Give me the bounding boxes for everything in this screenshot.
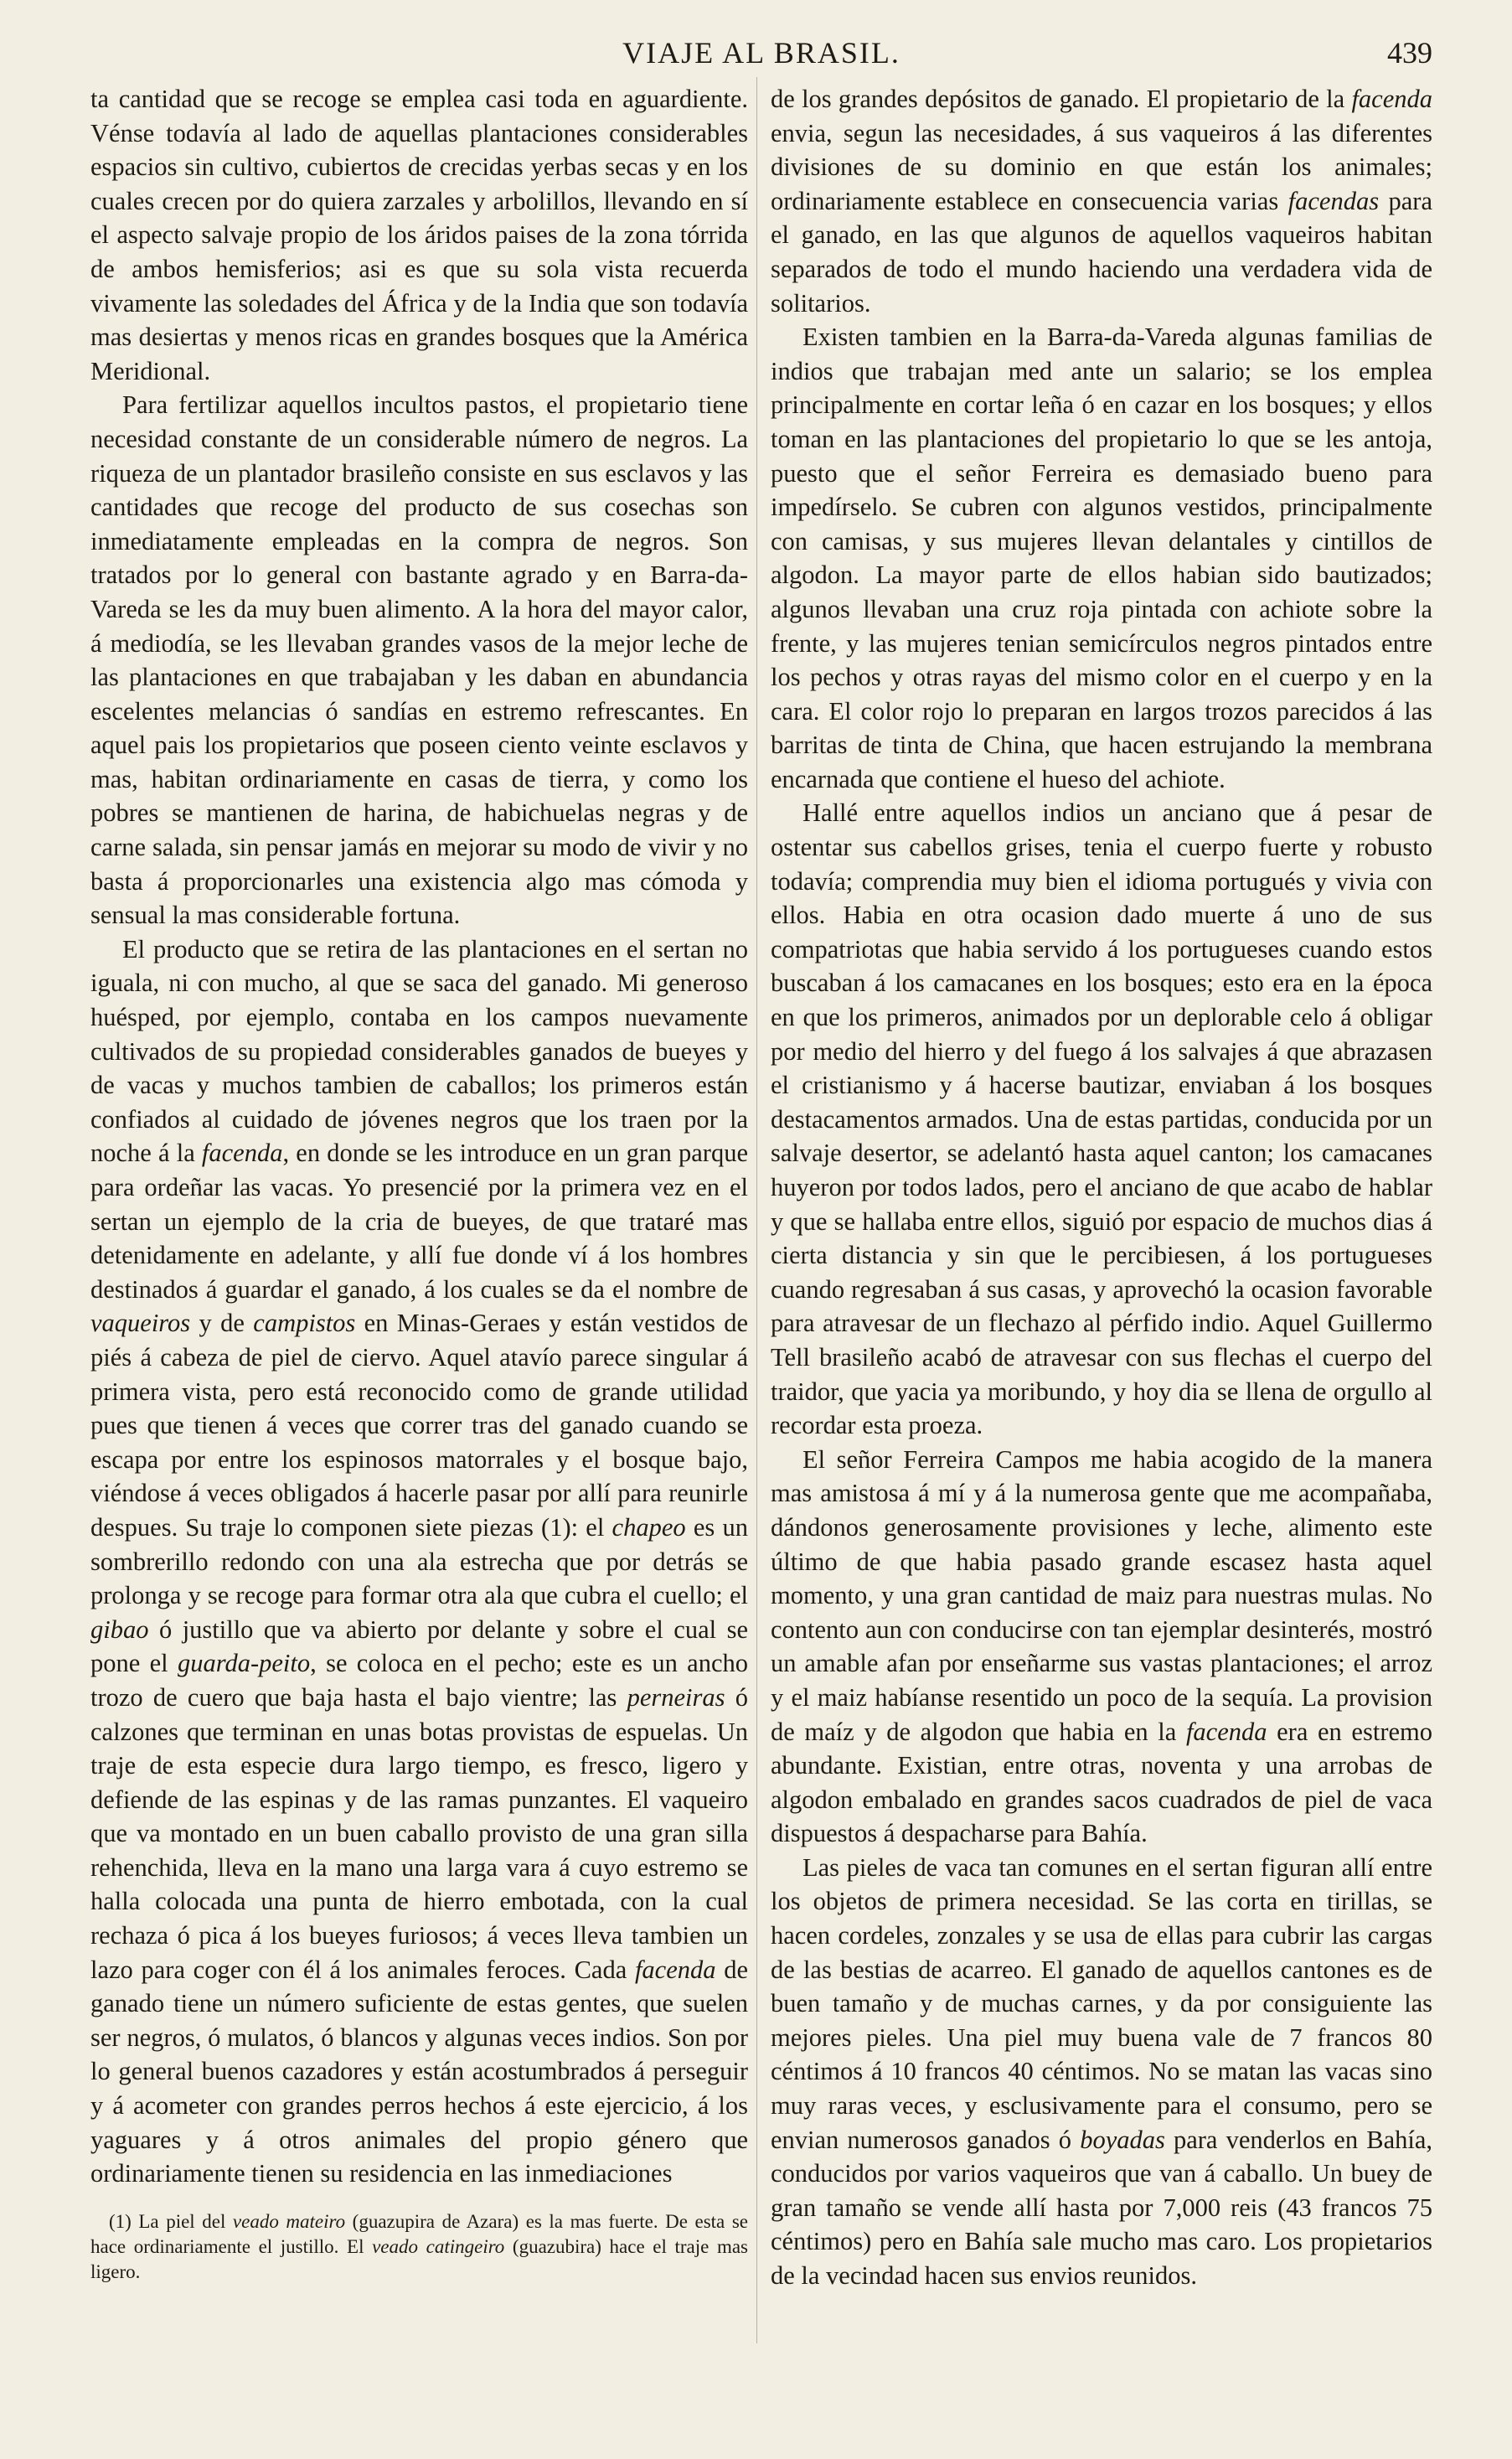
text-run: ó justillo que va abierto por delante y sobre el cual se pone el [90, 1614, 748, 1678]
italic-term: boyadas [1080, 2125, 1165, 2154]
text-run: para venderlos en Bahía, conducidos por varios vaqueiros que van á caballo. Un buey de gran tamaño se vende allí hasta por 7,000 reis (43 francos 75 céntimos) pero en Bahía sale mucho mas caro. Los propietarios de la vecindad hacen sus envios reunidos. [771, 2125, 1432, 2290]
italic-term: chapeo [612, 1512, 686, 1542]
paragraph [771, 1443, 1432, 1851]
text-run: Para fertilizar aquellos incultos pastos, el propietario tiene necesidad constante de un considerable número de negros. La riqueza de un plantador brasileño consiste en sus esclavos y las cantidades que recoge del producto de sus cosechas son inmediatamente empleadas en la compra de negros. Son tratados por lo general con bastante agrado y en Barra-da-Vareda se les da muy buen alimento. A la hora del mayor calor, á mediodía, se les llevaban grandes vasos de la mejor leche de las plantaciones en que trabajaban y les daban en abundancia escelentes melancias ó sandías en estremo refrescantes. En aquel pais los propietarios que poseen ciento veinte esclavos y mas, habitan ordinariamente en casas de tierra, y como los pobres se mantienen de harina, de habichuelas negras y de carne salada, sin pensar jamás en mejorar su modo de vivir y no basta á proporcionarles una existencia algo mas cómoda y sensual la mas considerable fortuna. [90, 390, 748, 930]
text-run: es un sombrerillo redondo con una ala estrecha que por detrás se prolonga y se recoge para formar otra ala que cubra el cuello; el [90, 1512, 748, 1610]
italic-term: gibao [90, 1614, 149, 1644]
paragraph [90, 388, 748, 932]
text-run: en Minas-Geraes y están vestidos de piés á cabeza de piel de ciervo. Aquel atavío parece singular á primera vista, pero está reconocido como de grande utilidad pues que tienen á veces que correr tras del ganado cuando se escapa por entre los espinosos matorrales y el bosque bajo, viéndose á veces obligados á hacerle pasar por allí para reunirle despues. Su traje lo componen siete piezas (1): el [90, 1309, 748, 1542]
text-run: era en estremo abundante. Existian, entre otras, noventa y una arrobas de algodon embalado en grandes sacos cuadrados de piel de vaca dispuestos á despacharse para Bahía. [771, 1717, 1432, 1848]
text-run: de los grandes depósitos de ganado. El propietario de la [771, 85, 1352, 113]
paragraph [90, 932, 748, 2191]
italic-term: guarda-peito [177, 1649, 311, 1678]
text-run: (1) La piel del [109, 2210, 233, 2232]
text-run: , se coloca en el pecho; este es un ancho trozo de cuero que baja hasta el bajo vientre; las [90, 1649, 748, 1712]
text-run: (guazubira) hace el traje mas ligero. [90, 2235, 748, 2282]
text-run: El producto que se retira de las plantaciones en el sertan no iguala, ni con mucho, al que se saca del ganado. Mi generoso huésped, por ejemplo, contaba en los campos nuevamente cultivados de su propiedad considerables ganados de bueyes y de vacas y muchos tambien de caballos; los primeros están confiados al cuidado de jóvenes negros que los traen por la noche á la [90, 934, 748, 1168]
italic-term: vaqueiros [90, 1309, 191, 1338]
italic-term: facenda [1351, 85, 1432, 113]
running-head: VIAJE AL BRASIL. [622, 36, 900, 70]
italic-term: facenda [634, 1955, 716, 1984]
paragraph [771, 796, 1432, 1442]
left-column [90, 82, 748, 2285]
paragraph [771, 82, 1432, 320]
paragraph [771, 320, 1432, 796]
column-divider [756, 77, 757, 2343]
paragraph [771, 1851, 1432, 2293]
footnote [90, 2209, 748, 2285]
text-run: , en donde se les introduce en un gran parque para ordeñar las vacas. Yo presencié por la primera vez en el sertan un ejemplo de la cria de bueyes, de que trataré mas detenidamente en adelante, y allí fue donde ví á los hombres destinados á guardar el ganado, á los cuales se da el nombre de [90, 1139, 748, 1304]
text-run: ta cantidad que se recoge se emplea casi toda en aguardiente. Vénse todavía al lado de aquellas plantaciones considerables espacios sin cultivo, cubiertos de crecidas yerbas secas y en los cuales crecen por do quiera zarzales y arbolillos, llevando en sí el aspecto salvaje propio de los áridos paises de la zona tórrida de ambos hemisferios; asi es que su sola vista recuerda vivamente las soledades del África y de la India que son todavía mas desiertas y menos ricas en grandes bosques que la América Meridional. [90, 85, 748, 385]
text-run: Hallé entre aquellos indios un anciano que á pesar de ostentar sus cabellos grises, tenia el cuerpo fuerte y robusto todavía; comprendia muy bien el idioma portugués y vivia con ellos. Habia en otra ocasion dado muerte á uno de sus compatriotas que habia servido á los portugueses cuando estos buscaban á los camacanes en los bosques; esto era en la época en que los primeros, animados por un deplorable celo á obligar por medio del hierro y del fuego á los salvajes á que abrazasen el cristianismo y á hacerse bautizar, enviaban á los bosques destacamentos armados. Una de estas partidas, conducida por un salvaje desertor, se adelantó hasta aquel canton; los camacanes huyeron por todos lados, pero el anciano de que acabo de hablar y que se hallaba entre ellos, siguió por espacio de muchos dias á cierta distancia y sin que le percibiesen, á los portugueses cuando regresaban á sus casas, y aprovechó la ocasion favorable para atravesar de un flechazo al pérfido indio. Aquel Guillermo Tell brasileño acabó de atravesar con sus flechas el cuerpo del traidor, que yacia ya moribundo, y hoy dia se llena de orgullo al recordar esta proeza. [771, 798, 1432, 1440]
right-column [771, 82, 1432, 2293]
text-run: Existen tambien en la Barra-da-Vareda algunas familias de indios que trabajan med ante un salario; se los emplea principalmente en cortar leña ó en cazar en los bosques; y ellos toman en las plantaciones del propietario lo que se les antoja, puesto que el señor Ferreira es demasiado bueno para impedírselo. Se cubren con algunos vestidos, principalmente con camisas, y sus mujeres llevan delantales y cintillos de algodon. La mayor parte de ellos habian sido bautizados; algunos llevaban una cruz roja pintada con achiote sobre la frente, y las mujeres tenian semicírculos negros pintados entre los pechos y otras rayas del mismo color en el cuerpo y en la cara. El color rojo lo preparan en largos trozos parecidos á las barritas de tinta de China, que hacen estrujando la membrana encarnada que contiene el hueso del achiote. [771, 323, 1432, 793]
text-run: (guazupira de Azara) es la mas fuerte. De esta se hace ordinariamente el justillo. El [90, 2210, 748, 2257]
text-run: y de [190, 1309, 254, 1338]
page-header [90, 35, 1432, 69]
text-run: El señor Ferreira Campos me habia acogido de la manera mas amistosa á mí y á la numerosa gente que me acompañaba, dándonos generosamente provisiones y leche, alimento este último de que habia pasado grande escasez hasta aquel momento, y una gran cantidad de maiz para nuestras mulas. No contento aun con conducirse con tan ejemplar desinterés, mostró un amable afan por enseñarme sus vastas plantaciones; el arroz y el maiz habíanse resentido un poco de la sequía. La provision de maíz y de algodon que habia en la [771, 1444, 1432, 1746]
paragraph [90, 82, 748, 388]
italic-term: facenda [1185, 1717, 1267, 1746]
text-run: ó calzones que terminan en unas botas provistas de espuelas. Un traje de esta especie dura largo tiempo, es fresco, ligero y defiende de las espinas y de las ramas punzantes. El vaqueiro que va montado en un buen caballo provisto de una gran silla rehenchida, lleva en la mano una larga vara á cuyo estremo se halla colocada una punta de hierro embotada, con la cual rechaza ó pica á los bueyes furiosos; á veces lleva tambien un lazo para coger con él á los animales feroces. Cada [90, 1682, 748, 1984]
italic-term: facenda [201, 1139, 283, 1168]
italic-term: veado catingeiro [372, 2235, 505, 2257]
text-run: envia, segun las necesidades, á sus vaqueiros á las diferentes divisiones de su dominio en que están los animales; ordinariamente establece en consecuencia varias [771, 118, 1432, 215]
text-run: Las pieles de vaca tan comunes en el sertan figuran allí entre los objetos de primera necesidad. Se las corta en tirillas, se hacen cordeles, zonzales y se usa de ellas para cubrir las cargas de las bestias de acarreo. El ganado de aquellos cantones es de buen tamaño y de muchas carnes, y da por consiguiente las mejores pieles. Una piel muy buena vale de 7 francos 80 céntimos á 10 francos 40 céntimos. No se matan las vacas sino muy raras veces, y esclusivamente para el consumo, pero se envian numerosos ganados ó [771, 1852, 1432, 2154]
text-run: para el ganado, en las que algunos de aquellos vaqueiros habitan separados de todo el mundo haciendo una verdadera vida de solitarios. [771, 186, 1432, 318]
text-run: de ganado tiene un número suficiente de estas gentes, que suelen ser negros, ó mulatos, ó blancos y algunas veces indios. Son por lo general buenos cazadores y están acostumbrados á perseguir y á acometer con grandes perros hechos á este ejercicio, á los yaguares y á otros animales del propio género que ordinariamente tienen su residencia en las inmediaciones [90, 1955, 748, 2188]
italic-term: veado mateiro [232, 2210, 346, 2232]
italic-term: campistos [253, 1309, 356, 1338]
italic-term: facendas [1288, 186, 1380, 215]
italic-term: perneiras [627, 1682, 725, 1712]
page-number: 439 [1387, 36, 1432, 70]
